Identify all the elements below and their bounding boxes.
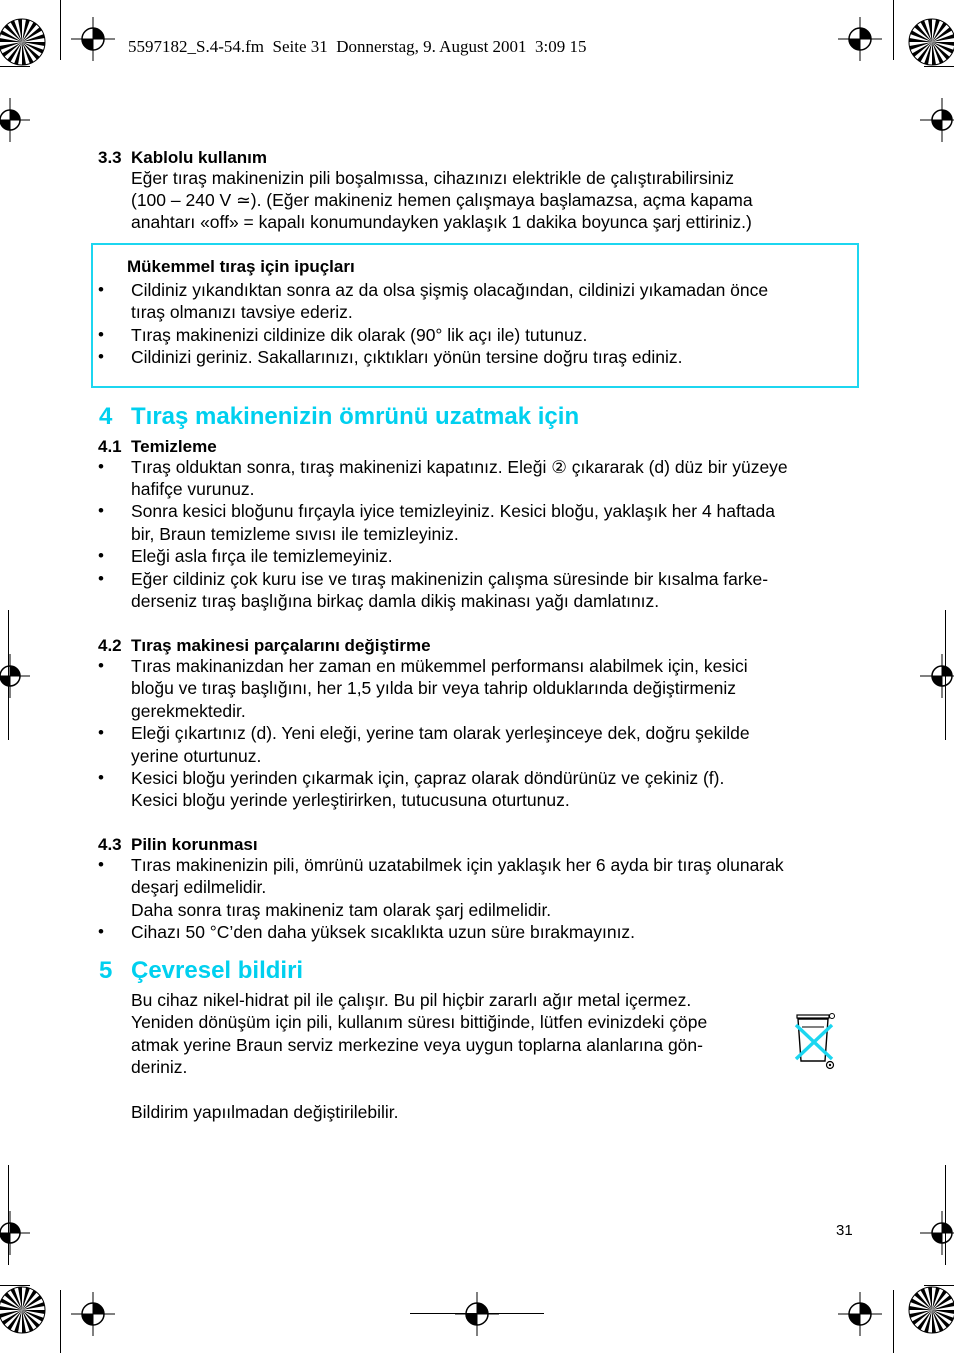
crop-line	[60, 0, 61, 60]
crop-line	[410, 1313, 544, 1314]
tips-title: Mükemmel tıraş için ipuçları	[127, 257, 355, 276]
section-title-4: Tıraş makinenizin ömrünü uzatmak için	[131, 403, 580, 430]
bullet: •	[98, 546, 104, 565]
s5-line-4: deriniz.	[131, 1057, 188, 1077]
bullet: •	[98, 855, 104, 874]
crossed-out-wheelie-bin-icon	[790, 1009, 840, 1073]
crop-line	[8, 610, 9, 740]
bullet: •	[98, 280, 104, 299]
registration-mark-icon	[0, 1211, 30, 1255]
section-title-3-3: Kablolu kullanım	[131, 148, 268, 167]
registration-mark-icon	[920, 98, 954, 142]
s5-line-1: Bu cihaz nikel-hidrat pil ile çalışır. Bu pil hiçbir zararlı ağır metal içermez.	[131, 990, 692, 1010]
section-number-3-3: 3.3	[98, 148, 122, 167]
s33-line-3: anahtarı «off» = kapalı konumundayken yaklaşık 1 dakika boyunca şarj ettiriniz.)	[131, 212, 752, 232]
registration-mark-icon	[920, 1211, 954, 1255]
registration-mark-icon	[0, 654, 30, 698]
registration-mark-icon	[838, 17, 882, 61]
s43-b1-line-2: deşarj edilmelidir.	[131, 877, 267, 897]
starburst-target-icon	[908, 10, 954, 74]
section-number-5: 5	[99, 957, 113, 984]
crop-line	[945, 610, 946, 740]
crop-line	[60, 1290, 61, 1353]
s41-b1-line-2: hafifçe vurunuz.	[131, 479, 255, 499]
s42-b1-line-3: gerekmektedir.	[131, 701, 246, 721]
starburst-target-icon	[0, 10, 46, 74]
s5-line-3: atmak yerine Braun serviz merkezine veya uygun toplarna alanlarına gön-	[131, 1035, 703, 1055]
tips-b2: Tıraş makinenizi cildinize dik olarak (90° lik açı ile) tutunuz.	[131, 325, 588, 345]
section-number-4-3: 4.3	[98, 835, 122, 854]
bullet: •	[98, 347, 104, 366]
s41-b3: Eleği asla fırça ile temizlemeyiniz.	[131, 546, 393, 566]
s42-b1-line-2: bloğu ve tıraş başlığını, her 1,5 yılda bir veya tahrip olduklarında değiştirmeniz	[131, 678, 737, 698]
change-notice: Bildirim yapıılmadan değiştirilebilir.	[131, 1102, 399, 1122]
s41-b2-line-2: bir, Braun temizleme sıvısı ile temizleyiniz.	[131, 524, 459, 544]
section-number-4-1: 4.1	[98, 437, 122, 456]
registration-mark-icon	[920, 654, 954, 698]
section-number-4: 4	[99, 403, 113, 430]
s33-line-2: (100 – 240 V ≃). (Eğer makineniz hemen çalışmaya başlamazsa, açma kapama	[131, 190, 753, 210]
section-number-4-2: 4.2	[98, 636, 122, 655]
s42-b1-line-1: Tıras makinanizdan her zaman en mükemmel performansı alabilmek için, kesici	[131, 656, 748, 676]
s43-b1-line-3: Daha sonra tıraş makineniz tam olarak şarj edilmelidir.	[131, 900, 552, 920]
section-title-4-2: Tıraş makinesi parçalarını değiştirme	[131, 636, 431, 655]
starburst-target-icon	[908, 1278, 954, 1342]
tips-b1-line-1: Cildiniz yıkandıktan sonra az da olsa şişmiş olacağından, cildinizi yıkamadan önce	[131, 280, 769, 300]
crop-line	[893, 0, 894, 60]
s41-b4-line-1: Eğer cildiniz çok kuru ise ve tıraş makinenizin çalışma süresinde bir kısalma farke-	[131, 569, 769, 589]
registration-mark-icon	[0, 98, 30, 142]
bullet: •	[98, 457, 104, 476]
registration-mark-icon	[838, 1292, 882, 1336]
s42-b3-line-1: Kesici bloğu yerinden çıkarmak için, çapraz olarak döndürünüz ve çekiniz (f).	[131, 768, 725, 788]
bullet: •	[98, 656, 104, 675]
s43-b2: Cihazı 50 °C’den daha yüksek sıcaklıkta uzun süre bırakmayınız.	[131, 922, 636, 942]
bullet: •	[98, 723, 104, 742]
s41-b2-line-1: Sonra kesici bloğunu fırçayla iyice temizleyiniz. Kesici bloğu, yaklaşık her 4 haftada	[131, 501, 775, 521]
crop-line	[945, 1165, 946, 1265]
starburst-target-icon	[0, 1278, 46, 1342]
crop-line	[8, 1165, 9, 1265]
page-number: 31	[836, 1222, 853, 1239]
registration-mark-icon	[455, 1292, 499, 1336]
s42-b3-line-2: Kesici bloğu yerinde yerleştirirken, tutucusuna oturtunuz.	[131, 790, 570, 810]
s5-line-2: Yeniden dönüşüm için pili, kullanım süresı bittiğinde, lütfen evinizdeki çöpe	[131, 1012, 708, 1032]
tips-b3: Cildinizi geriniz. Sakallarınızı, çıktıkları yönün tersine doğru tıraş ediniz.	[131, 347, 683, 367]
bullet: •	[98, 569, 104, 588]
s41-b4-line-2: derseniz tıraş başlığına birkaç damla dikiş makinası yağı damlatınız.	[131, 591, 660, 611]
section-title-4-1: Temizleme	[131, 437, 217, 456]
section-title-5: Çevresel bildiri	[131, 957, 304, 984]
s42-b2-line-2: yerine oturtunuz.	[131, 746, 262, 766]
section-title-4-3: Pilin korunması	[131, 835, 258, 854]
tips-b1-line-2: tıraş olmanızı tavsiye ederiz.	[131, 302, 353, 322]
crop-line	[893, 1290, 894, 1353]
s41-b1-line-1: Tıraş olduktan sonra, tıraş makinenizi kapatınız. Eleği ② çıkararak (d) düz bir yüzeye	[131, 457, 788, 477]
bullet: •	[98, 768, 104, 787]
print-header: 5597182_S.4-54.fm Seite 31 Donnerstag, 9. August 2001 3:09 15	[128, 37, 587, 56]
s33-line-1: Eğer tıraş makinenizin pili boşalmıssa, cihazınızı elektrikle de çalıştırabilirsiniz	[131, 168, 735, 188]
s43-b1-line-1: Tıras makinenizin pili, ömrünü uzatabilmek için yaklaşık her 6 ayda bir tıraş olunarak	[131, 855, 784, 875]
s42-b2-line-1: Eleği çıkartınız (d). Yeni eleği, yerine tam olarak yerleşinceye dek, doğru şekilde	[131, 723, 750, 743]
registration-mark-icon	[71, 17, 115, 61]
bullet: •	[98, 501, 104, 520]
bullet: •	[98, 325, 104, 344]
bullet: •	[98, 922, 104, 941]
registration-mark-icon	[71, 1292, 115, 1336]
